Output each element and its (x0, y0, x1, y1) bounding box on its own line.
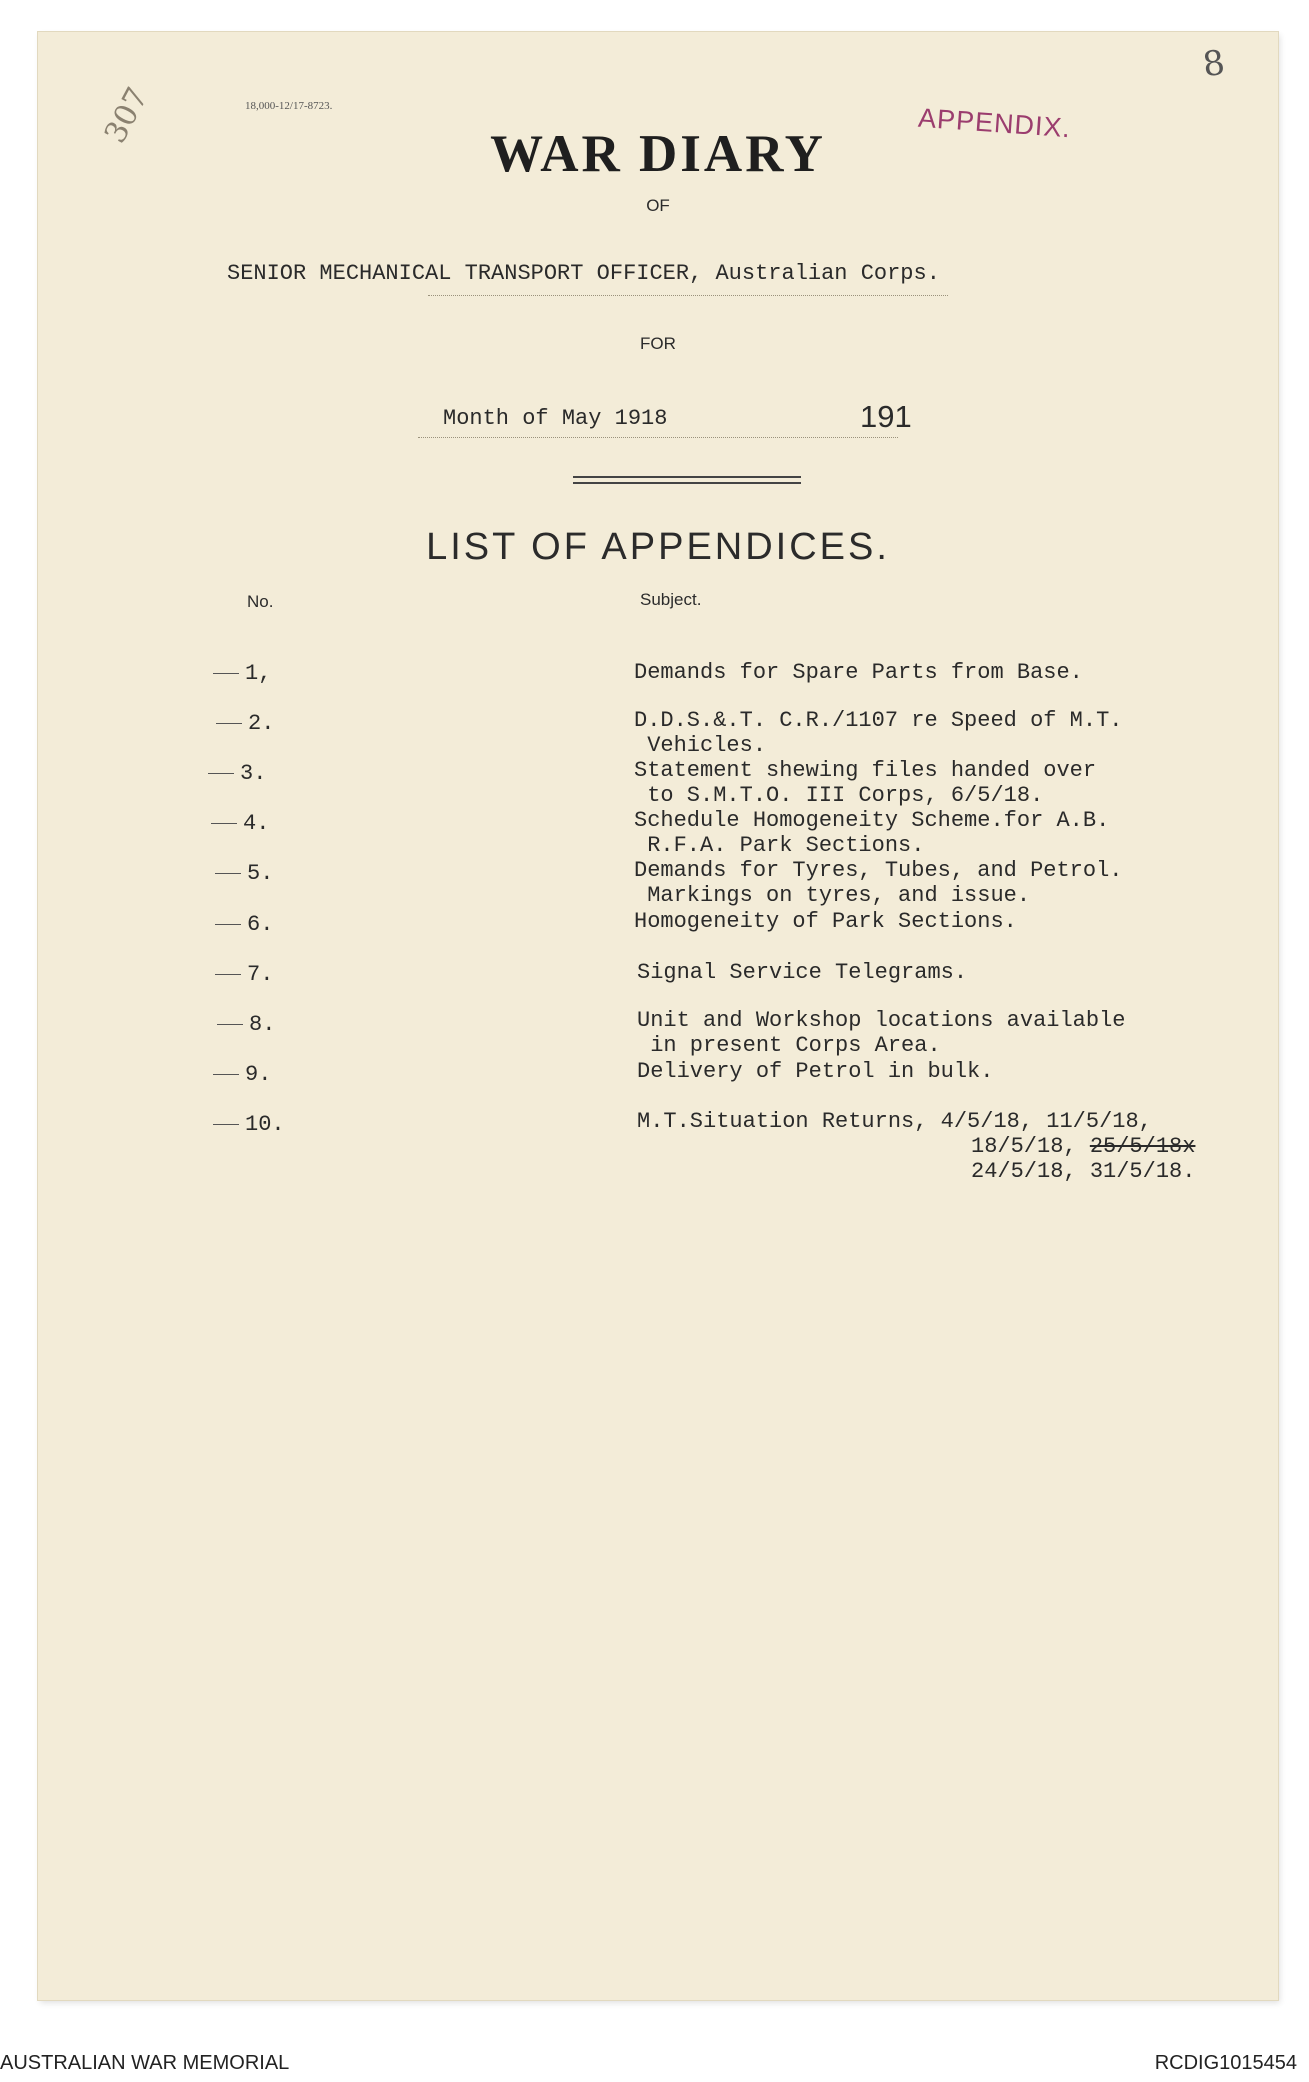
year-prefix: 191 (860, 399, 912, 434)
pencil-annotation: 307 (97, 82, 156, 149)
month-field: Month of May 1918 (443, 406, 668, 431)
list-heading: LIST OF APPENDICES. (426, 526, 890, 568)
appendix-number: 5. (215, 861, 273, 886)
struck-out-date: 25/5/18x (1089, 1134, 1196, 1159)
double-rule-bottom (573, 482, 801, 484)
unit-name: SENIOR MECHANICAL TRANSPORT OFFICER, Australian Corps. (227, 261, 940, 286)
appendix-subject: M.T.Situation Returns, 4/5/18, 11/5/18, (637, 1109, 1152, 1134)
dash-mark (215, 974, 241, 975)
document-title: WAR DIARY (490, 125, 826, 183)
appendix-number: 4. (211, 811, 269, 836)
for-label: FOR (640, 334, 676, 353)
appendix-subject: Demands for Spare Parts from Base. (634, 660, 1083, 685)
dash-mark (213, 673, 239, 674)
handwritten-page-number: 8 (1200, 42, 1228, 86)
appendix-number: 10. (213, 1112, 285, 1137)
appendix-subject: Demands for Tyres, Tubes, and Petrol. Markings on tyres, and issue. (634, 858, 1123, 908)
appendix-subject: Delivery of Petrol in bulk. (637, 1059, 994, 1084)
appendix-subject: D.D.S.&.T. C.R./1107 re Speed of M.T. Vehicles. (634, 708, 1123, 758)
appendix-number: 7. (215, 962, 273, 987)
dash-mark (217, 1024, 243, 1025)
returns-continued-line: 24/5/18, 31/5/18. (971, 1159, 1196, 1184)
column-header-subject: Subject. (640, 590, 702, 609)
appendix-stamp: APPENDIX. (917, 102, 1072, 144)
of-label: OF (646, 196, 670, 215)
dash-mark (216, 723, 242, 724)
dash-mark (215, 924, 241, 925)
appendix-number: 8. (217, 1012, 275, 1037)
appendix-subject: Schedule Homogeneity Scheme.for A.B. R.F.A. Park Sections. (634, 808, 1110, 858)
appendix-subject: Signal Service Telegrams. (637, 960, 968, 985)
appendix-number: 1, (213, 661, 271, 686)
appendix-subject: Homogeneity of Park Sections. (634, 909, 1017, 934)
appendix-number: 9. (213, 1062, 271, 1087)
appendix-number: 2. (216, 711, 274, 736)
dash-mark (215, 873, 241, 874)
appendix-number: 3. (208, 761, 266, 786)
appendix-subject: Statement shewing files handed over to S.M.T.O. III Corps, 6/5/18. (634, 758, 1097, 808)
dash-mark (213, 1124, 239, 1125)
returns-continued-line: 18/5/18, 25/5/18x (971, 1134, 1196, 1159)
dash-mark (213, 1074, 239, 1075)
print-reference: 18,000-12/17-8723. (245, 100, 333, 112)
dash-mark (208, 773, 234, 774)
column-header-no: No. (247, 592, 274, 611)
appendix-number: 6. (215, 912, 273, 937)
footer-identifier: RCDIG1015454 (1154, 2052, 1297, 2074)
month-dotted-rule (418, 437, 898, 438)
footer-institution: AUSTRALIAN WAR MEMORIAL (0, 2052, 290, 2074)
unit-dotted-rule (428, 295, 948, 296)
dash-mark (211, 823, 237, 824)
document-page (38, 32, 1278, 2000)
double-rule-top (573, 476, 801, 478)
appendix-subject: Unit and Workshop locations available in present Corps Area. (637, 1008, 1126, 1058)
